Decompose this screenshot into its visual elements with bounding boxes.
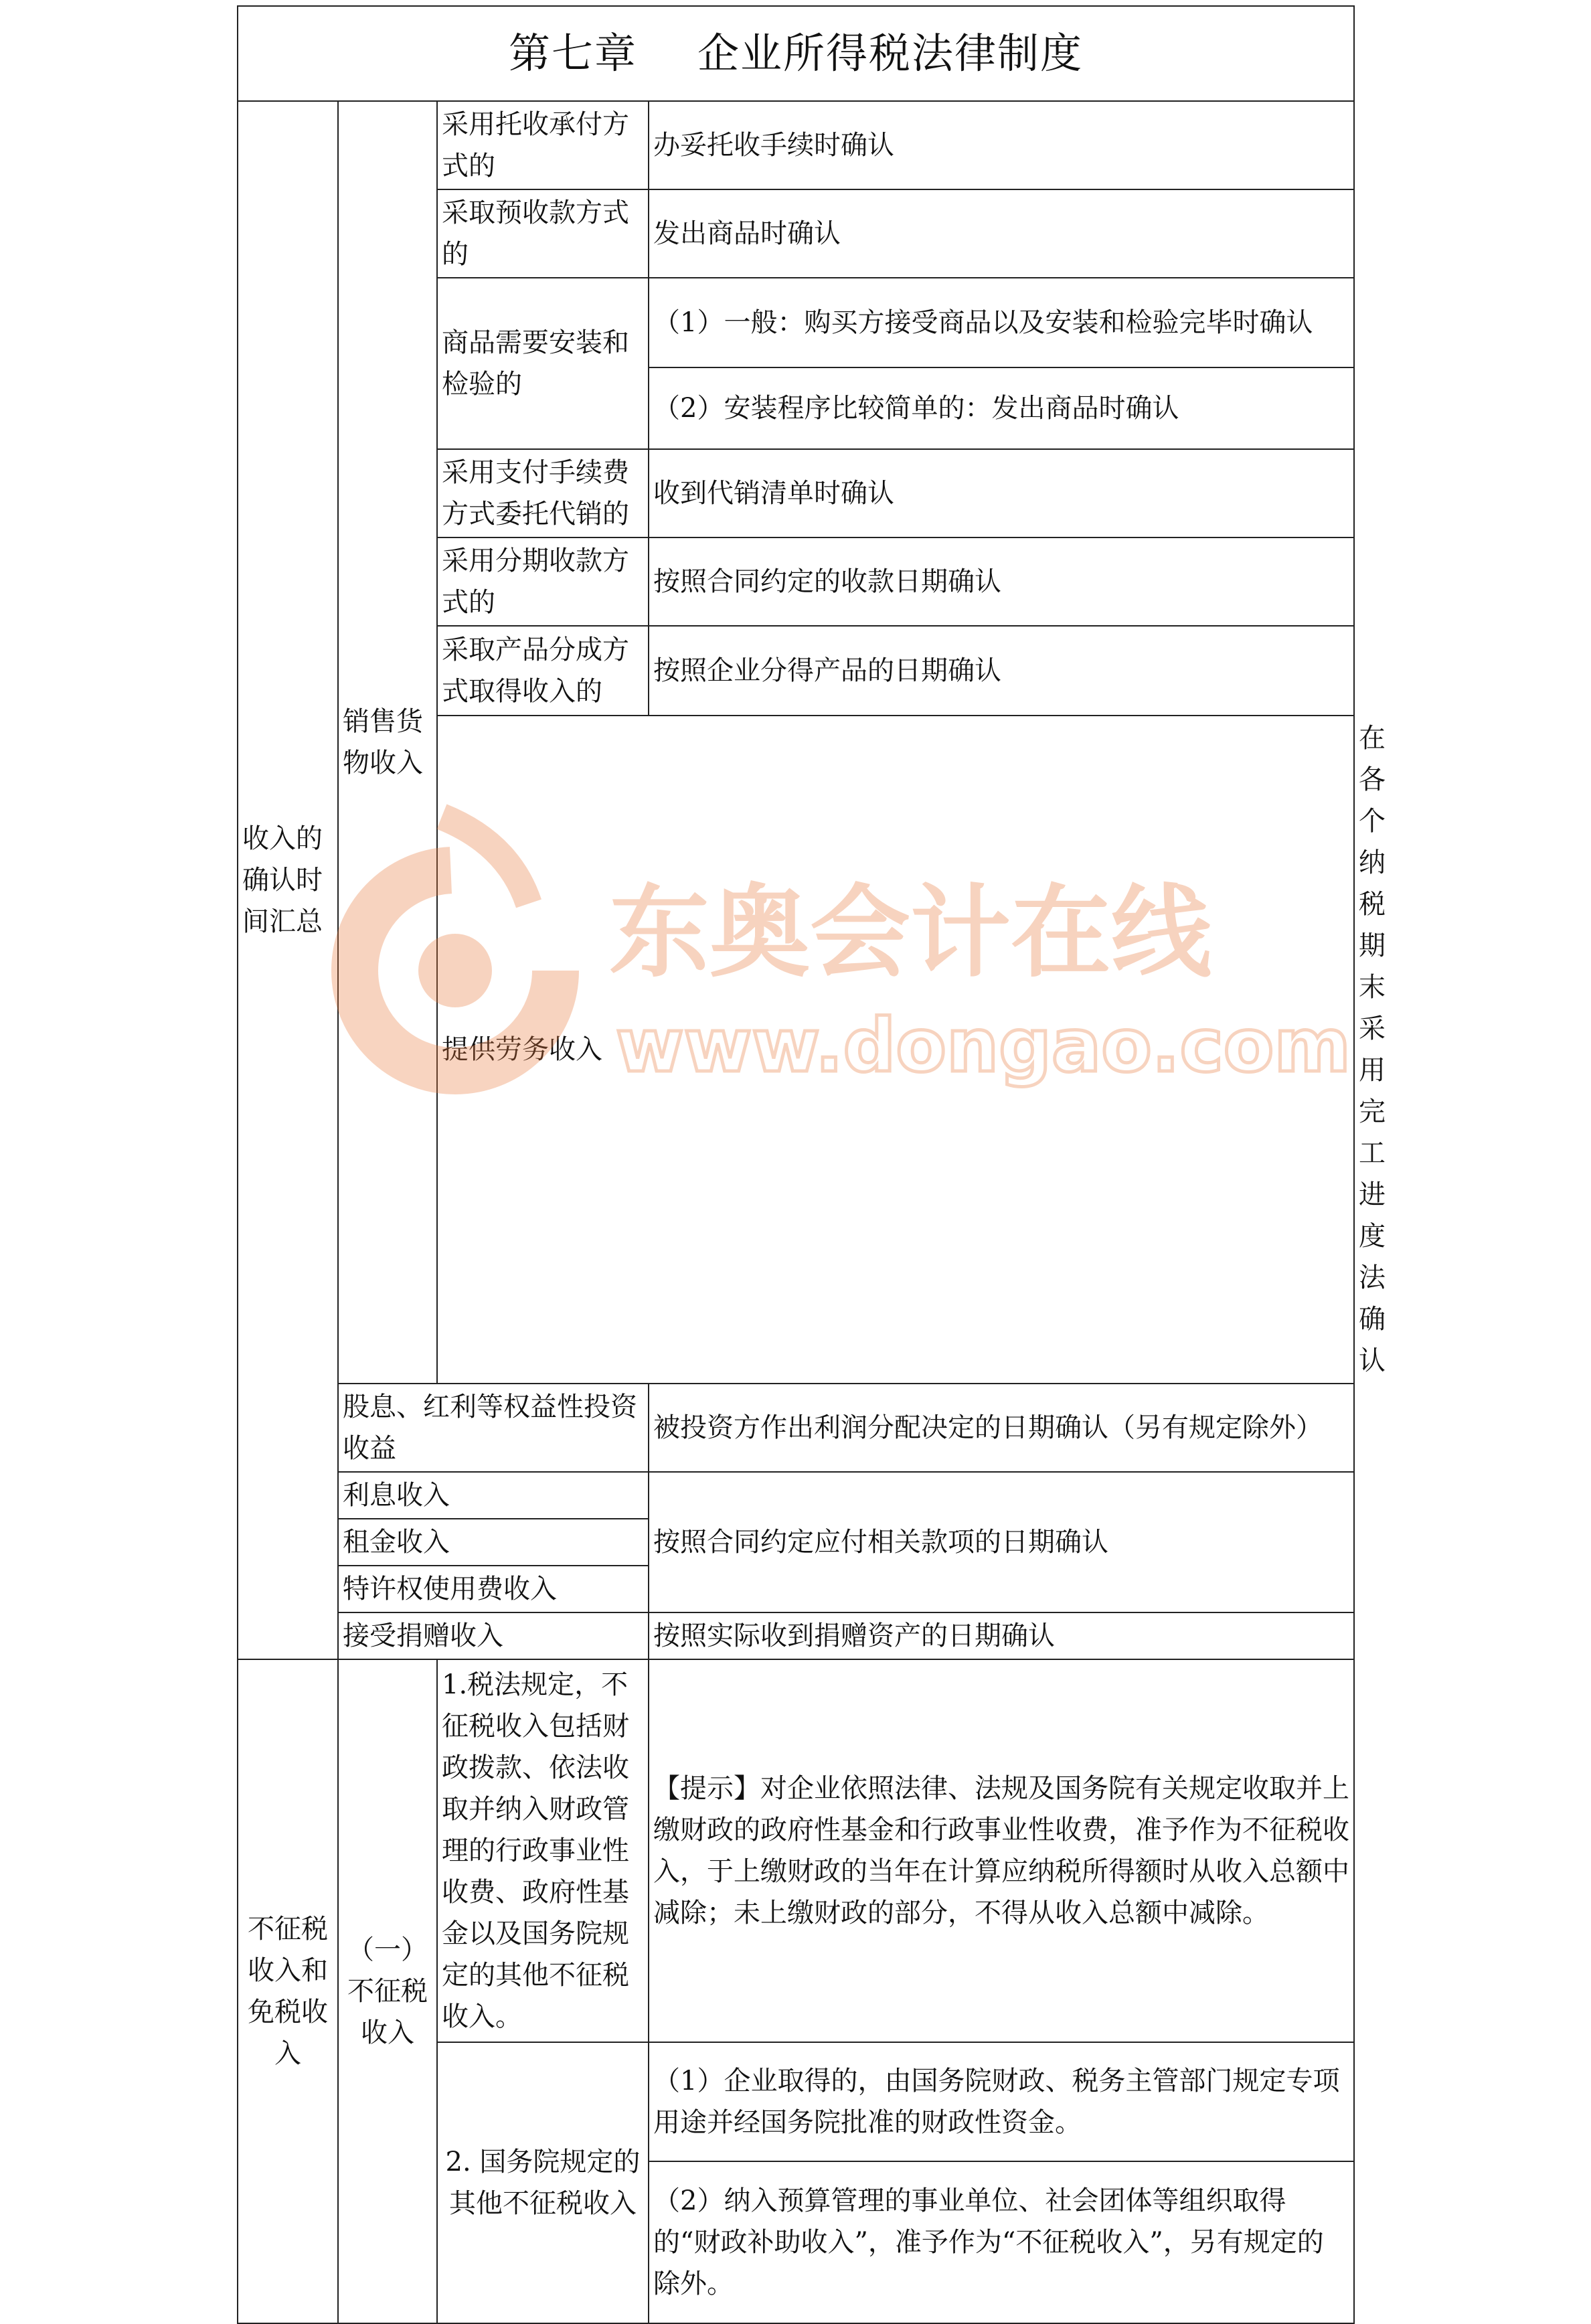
income-type: 接受捐赠收入 — [338, 1612, 649, 1659]
table-row — [238, 101, 1354, 189]
sales-method: 采取预收款方式的 — [437, 189, 649, 278]
income-rule: 按照合同约定应付相关款项的日期确认 — [649, 1472, 1354, 1612]
income-type: 租金收入 — [338, 1519, 649, 1566]
income-type: 利息收入 — [338, 1472, 649, 1519]
watermark-brand: 东奥会计在线 — [609, 875, 1212, 991]
income-type: 股息、红利等权益性投资收益 — [338, 1384, 649, 1472]
sales-rule: （1）一般：购买方接受商品以及安装和检验完毕时确认 — [649, 278, 1354, 367]
nontaxable-item1-label: 1.税法规定，不征税收入包括财政拨款、依法收取并纳入财政管理的行政事业性收费、政府性基金以及国务院规定的其他不征税收入。 — [437, 1659, 649, 2042]
nontaxable-item2-rule: （2）纳入预算管理的事业单位、社会团体等组织取得的“财政补助收入”，准予作为“不征税收入”，另有规定的除外。 — [649, 2161, 1354, 2323]
section-label-income-timing: 收入的确认时间汇总 — [238, 101, 338, 1659]
document-page — [237, 5, 1386, 2324]
sales-method: 采用支付手续费方式委托代销的 — [437, 449, 649, 537]
sales-rule: 发出商品时确认 — [649, 189, 1354, 278]
table-row: 提供劳务收入 在各个纳税期末采用完工进度法确认 — [238, 716, 1354, 1384]
tax-law-table — [237, 5, 1386, 2324]
table-row — [238, 1659, 1354, 2042]
chapter-number: 第七章 — [509, 29, 638, 78]
nontaxable-item1-note: 【提示】对企业依照法律、法规及国务院有关规定收取并上缴财政的政府性基金和行政事业性收费，准予作为不征税收入，于上缴财政的当年在计算应纳税所得额时从收入总额中减除；未上缴财政的部分，不得从收入总额中减除。 — [649, 1659, 1354, 2042]
page-title — [238, 6, 1354, 101]
income-rule: 按照实际收到捐赠资产的日期确认 — [649, 1612, 1354, 1659]
sales-method: 采用分期收款方式的 — [437, 537, 649, 626]
sales-method: 采用托收承付方式的 — [437, 101, 649, 189]
title-row — [238, 6, 1354, 101]
income-rule: 被投资方作出利润分配决定的日期确认（另有规定除外） — [649, 1384, 1354, 1472]
sales-rule: （2）安装程序比较简单的：发出商品时确认 — [649, 367, 1354, 449]
nontaxable-sub-label: （一）不征税收入 — [338, 1659, 437, 2323]
sales-rule: 按照合同约定的收款日期确认 — [649, 537, 1354, 626]
sales-rule: 办妥托收手续时确认 — [649, 101, 1354, 189]
section-label-nontaxable: 不征税收入和免税收入 — [238, 1659, 338, 2323]
nontaxable-item2-label: 2. 国务院规定的其他不征税收入 — [437, 2042, 649, 2323]
table-row — [238, 1384, 1354, 1472]
chapter-name: 企业所得税法律制度 — [697, 29, 1084, 78]
table-row — [238, 1472, 1354, 1519]
table-row — [238, 1612, 1354, 1659]
sales-method: 采取产品分成方式取得收入的 — [437, 626, 649, 716]
watermark-site: www.dongao.com — [616, 1003, 1351, 1088]
sales-method: 商品需要安装和检验的 — [437, 278, 649, 449]
income-type: 特许权使用费收入 — [338, 1566, 649, 1612]
sales-rule: 按照企业分得产品的日期确认 — [649, 626, 1354, 716]
sales-rule: 收到代销清单时确认 — [649, 449, 1354, 537]
income-type: 提供劳务收入 — [437, 716, 1354, 1384]
sales-income-label: 销售货物收入 — [338, 101, 437, 1384]
nontaxable-item2-rule: （1）企业取得的，由国务院财政、税务主管部门规定专项用途并经国务院批准的财政性资金。 — [649, 2042, 1354, 2161]
